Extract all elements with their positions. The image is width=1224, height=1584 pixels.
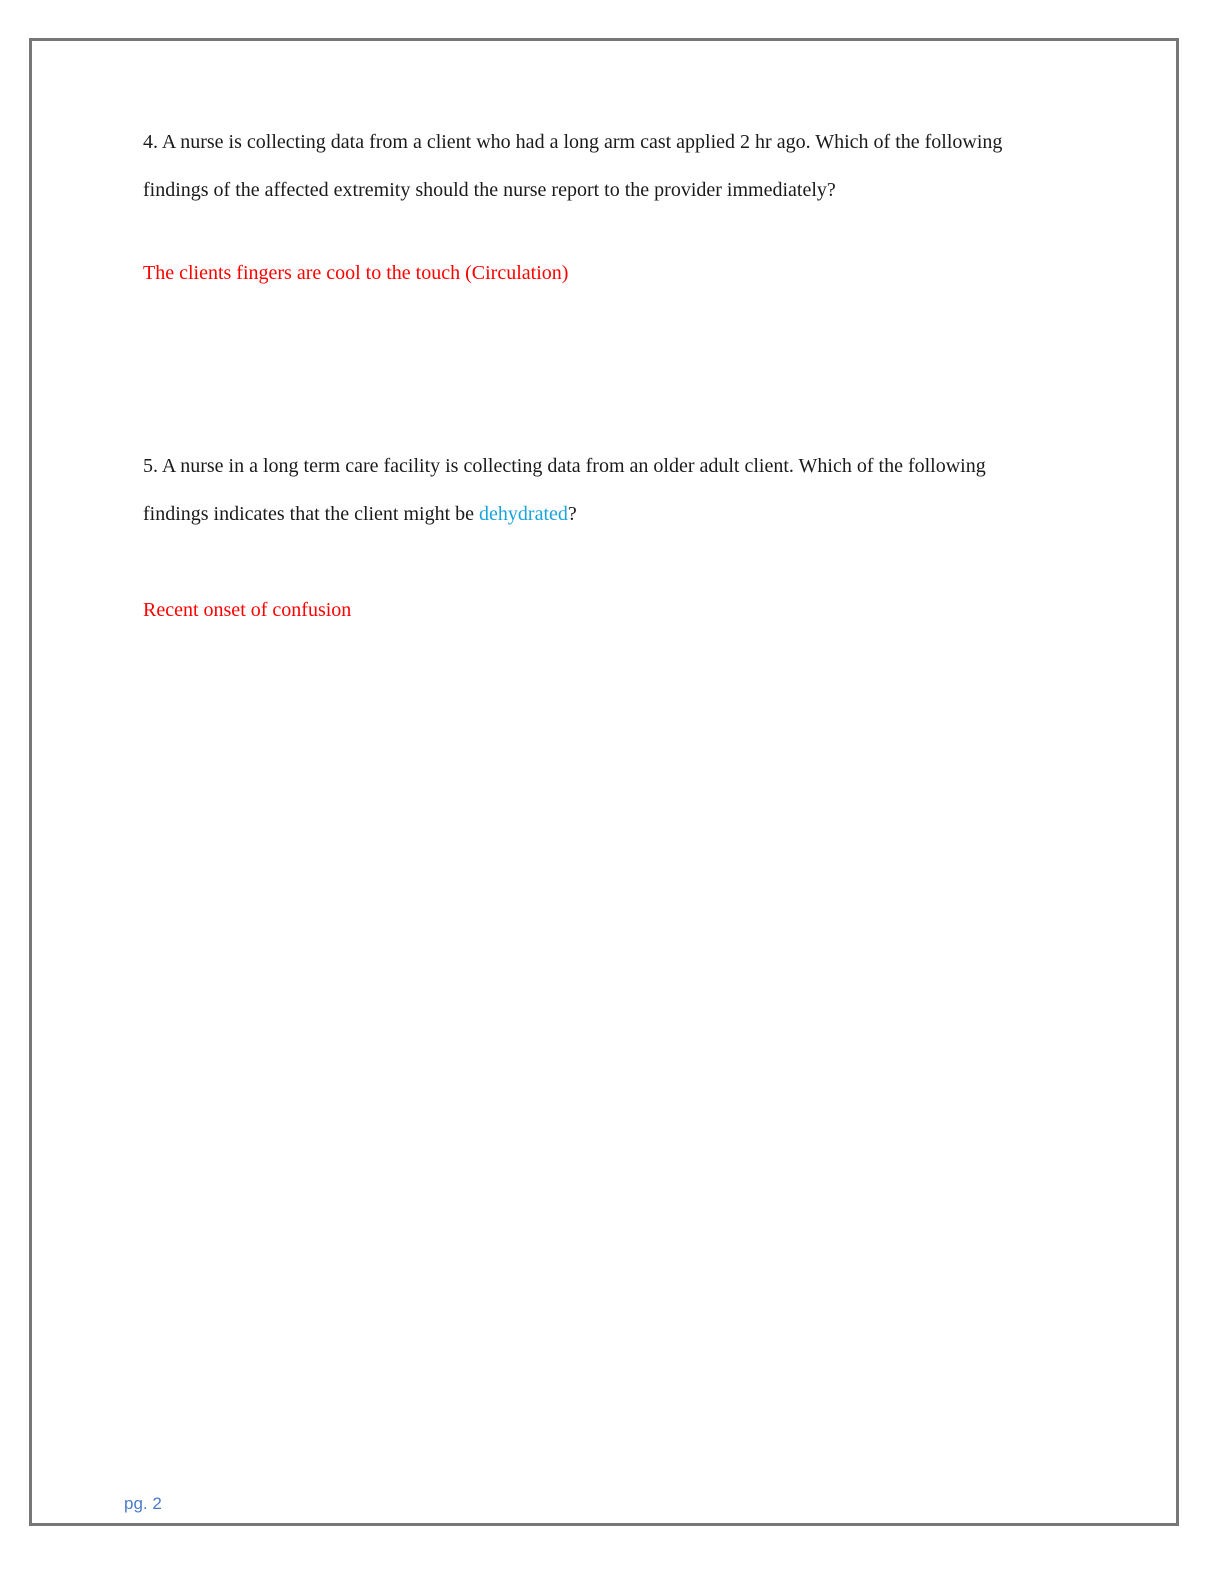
answer-5: Recent onset of confusion: [143, 599, 352, 621]
question-4: 4. A nurse is collecting data from a client who had a long arm cast applied 2 hr ago. Which of the following findings of the affected extremity should the nurse report to the provider immediately?: [143, 131, 1003, 201]
question-5-mark: ?: [567, 503, 577, 525]
answer-4: The clients fingers are cool to the touch (Circulation): [143, 262, 569, 284]
question-5-text: 5. A nurse in a long term care facility is collecting data from an older adult client. Which of the following findings indicates that the client might be: [143, 455, 986, 525]
question-5-highlight: dehydrated: [479, 503, 568, 525]
page-number: pg. 2: [124, 1494, 162, 1513]
question-5: [143, 442, 1043, 538]
